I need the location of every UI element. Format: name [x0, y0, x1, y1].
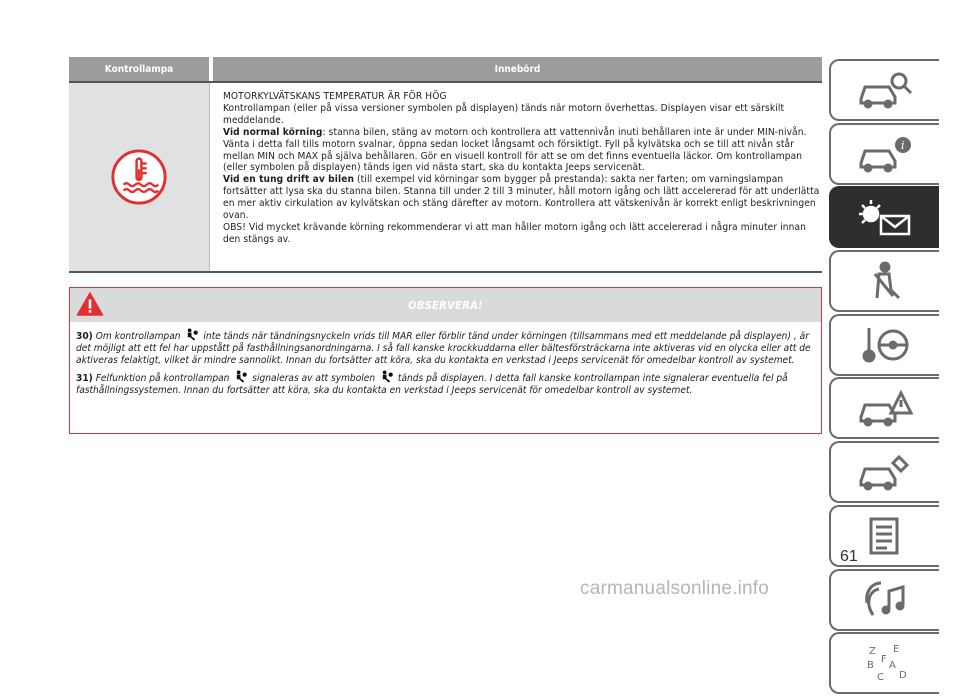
row-paragraph-3: Vid en tung drift av bilen (till exempel vid körningar som bygger på prestanda): sakta ner farten; om varningslampan fortsätter att lysa ska du stanna bilen. Stanna till under 2 till 3 minuter, håll motorn igång och lätt accelererad för att underlätta en mer aktiv cirkulation av kylvätskan och stäng därefter av motorn. Kontrollera att vätskenivån är korrekt enligt beskrivningen ovan. — [223, 174, 820, 222]
svg-text:i: i — [901, 138, 905, 152]
warning-title: OBSERVERA! — [408, 298, 483, 312]
svg-text:C: C — [877, 672, 884, 684]
row-paragraph-2: Vid normal körning: stanna bilen, stäng av motorn och kontrollera att vattennivån inuti behållaren inte är under MIN-nivån. Vänta i detta fall tills motorn svalnar, öppna sedan locket långsamt och försiktigt. Fyll på kylvätska och se till att nivån står mellan MIN och MAX på själva behållaren. Gör en visuell kontroll för att se om det finns eventuella läckor. Om kontrollampan (eller symbolen på displayen) tänds igen vid nästa start, ska du kontakta Jeeps servicenät. — [223, 126, 807, 174]
tab-seat-safety[interactable] — [829, 250, 939, 312]
tab-index[interactable] — [829, 632, 939, 694]
normal-driving-label: Vid normal körning — [223, 126, 323, 138]
watermark: carmanualsonline.info — [580, 578, 770, 599]
svg-text:B: B — [867, 660, 874, 672]
tab-multimedia[interactable] — [829, 569, 939, 631]
warning-box — [69, 287, 822, 434]
car-service-icon — [855, 451, 915, 493]
seat-safety-icon — [855, 260, 915, 302]
meaning-cell — [210, 83, 822, 271]
technical-data-icon — [855, 515, 915, 557]
svg-text:Z: Z — [869, 646, 876, 658]
warning-light-message-icon — [855, 196, 915, 238]
table-header — [69, 57, 822, 81]
table-row — [69, 81, 822, 273]
row-title: MOTORKYLVÄTSKANS TEMPERATUR ÄR FÖR HÖG — [223, 91, 447, 102]
warning-header — [70, 288, 821, 322]
row-paragraph-1: Kontrollampan (eller på vissa versioner symbolen på displayen) tänds när motorn överhettas. Displayen visar ett särskilt meddelande. — [223, 102, 785, 126]
airbag-icon — [185, 328, 198, 341]
tab-car-search[interactable] — [829, 59, 939, 121]
warning-body — [70, 322, 821, 397]
note-30: 30) Om kontrollampan inte tänds när tändningsnyckeln vrids till MAR eller förblir tänd under körningen (tillsammans med ett meddelande på displayen) , är det möjligt att ett fel har uppstått på fasthållningsanordningarna. I så fall kanske krockkuddarna eller bältesförsträckarna inte aktiveras vid en olycka eller att de aktiveras felaktigt, vilket är mindre sannolikt. Innan du fortsätter att köra, ska du kontakta en verkstad i Jeeps servicenät för omedelbar kontroll av systemet. — [76, 328, 815, 368]
airbag-icon — [380, 370, 393, 383]
tab-car-info[interactable] — [829, 123, 939, 185]
svg-text:D: D — [899, 670, 907, 682]
heavy-driving-label: Vid en tung drift av bilen — [223, 174, 355, 186]
tab-warning-lights[interactable] — [829, 186, 939, 248]
car-search-icon — [855, 69, 915, 111]
coolant-temperature-icon — [110, 148, 168, 206]
car-breakdown-icon — [855, 387, 915, 429]
warning-lights-table — [69, 57, 822, 273]
airbag-icon — [234, 370, 247, 383]
note-31: 31) Felfunktion på kontrollampan signaleras av att symbolen tänds på displayen. I detta fall kanske kontrollampan inte signalerar eventuella fel på fasthållningssystemen. Innan du fortsätter att köra, ska du kontakta en verkstad i Jeeps servicenät för omedelbar kontroll av systemet. — [76, 370, 815, 397]
column-header-meaning: Innebörd — [494, 63, 541, 75]
svg-text:F: F — [881, 654, 887, 666]
warning-triangle-icon — [76, 291, 104, 317]
svg-text:E: E — [893, 644, 900, 656]
icon-cell — [69, 83, 210, 271]
car-info-icon — [855, 133, 915, 175]
row-paragraph-4: OBS! Vid mycket krävande körning rekommenderar vi att man håller motorn igång och lätt accelererad i några minuter innan den stängs av. — [223, 221, 806, 245]
tab-car-breakdown[interactable] — [829, 377, 939, 439]
key-steering-wheel-icon — [855, 324, 915, 366]
column-header-warning-light: Kontrollampa — [104, 63, 174, 75]
page-number: 61 — [840, 548, 858, 565]
tab-car-service[interactable] — [829, 441, 939, 503]
chapter-tabs — [829, 59, 939, 696]
index-icon — [855, 642, 915, 684]
multimedia-icon — [855, 579, 915, 621]
tab-key-steering[interactable] — [829, 314, 939, 376]
svg-text:A: A — [889, 660, 896, 672]
